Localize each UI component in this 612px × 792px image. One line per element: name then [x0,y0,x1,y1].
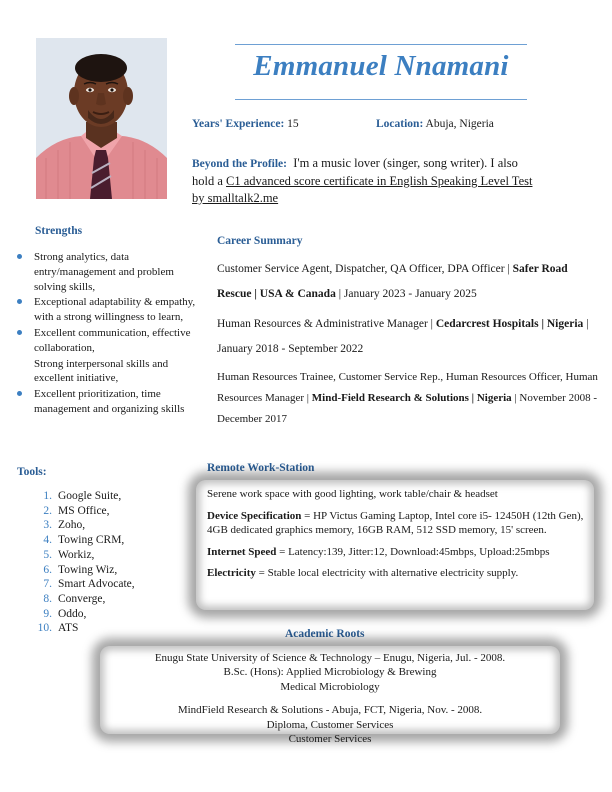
tool-item: 2. MS Office, [43,504,110,517]
strengths-list [17,250,203,418]
device-spec: Device Specification = HP Victus Gaming Laptop, Intel core i5- 12450H (12th Gen), 4GB dedicated graphics memory, 16GB RAM, 512 SSD memory, 15' screen. [207,509,584,536]
beyond-text-1: I'm a music lover (singer, song writer). I also [293,156,518,170]
profile-photo [36,38,167,199]
remote-content [207,487,599,581]
header-rule-bottom [235,99,527,100]
smalltalk-link[interactable]: by smalltalk2.me [192,191,279,205]
tool-item: 4. Towing CRM, [43,534,125,547]
location-label: Location: [376,118,424,130]
strength-item: Strong interpersonal skills and excellent initiative, [34,357,169,385]
beyond-text-2: hold a [192,174,223,188]
certificate-link[interactable]: C1 advanced score certificate in English Speaking Level Test [226,174,533,188]
years-value: 15 [287,118,299,130]
tool-item: 10. ATS [37,622,79,635]
tool-item: 6. Towing Wiz, [43,563,118,576]
location [376,118,494,130]
beyond-label: Beyond the Profile: [192,158,287,170]
years-label: Years' Experience: [192,118,285,130]
career-entry: Customer Service Agent, Dispatcher, QA Officer, DPA Officer | Safer Road Rescue | USA & Canada | January 2023 - January 2025 [217,263,568,300]
portrait-image [36,38,167,199]
strength-item: Excellent communication, effective collaboration, [17,326,203,356]
strengths-title: Strengths [35,225,83,237]
remote-line: Serene work space with good lighting, work table/chair & headset [207,488,498,500]
beyond-profile [192,155,572,207]
tool-item: 9. Oddo, [43,607,87,620]
strength-item: Exceptional adaptability & empathy, with a strong willingness to learn, [17,295,203,325]
tool-item: 8. Converge, [43,592,106,605]
tool-item: 7. Smart Advocate, [43,578,135,591]
career-entry: Human Resources Trainee, Customer Service Rep., Human Resources Officer, Human Resources Manager | Mind-Field Research & Solutions | Nigeria | November 2008 - December 2017 [217,371,598,425]
academic-line: MindField Research & Solutions - Abuja, FCT, Nigeria, Nov. - 2008. [177,704,483,717]
bullet-icon [17,391,22,396]
bullet-icon [17,330,22,335]
strength-item: Excellent prioritization, time management and organizing skills [17,387,203,417]
electricity: Electricity = Stable local electricity with alternative electricity supply. [207,567,519,579]
academic-line: Customer Services [288,733,372,746]
tool-item: 3. Zoho, [43,519,86,532]
academic-title: Academic Roots [285,628,365,640]
tools-list [34,489,194,636]
years-experience [192,118,299,130]
career-entry: Human Resources & Administrative Manager | Cedarcrest Hospitals | Nigeria | January 2018 - September 2022 [217,318,589,355]
internet-speed: Internet Speed = Latency:139, Jitter:12, Download:45mbps, Upload:25mbps [207,545,550,558]
academic-line: Medical Microbiology [280,680,380,693]
header-rule-top [235,44,527,45]
location-value: Abuja, Nigeria [425,118,494,130]
tools-title: Tools: [17,466,47,478]
academic-content [100,651,560,746]
academic-line: Diploma, Customer Services [266,718,394,731]
tool-item: 1. Google Suite, [43,490,122,502]
academic-line: B.Sc. (Hons): Applied Microbiology & Brewing [223,666,437,679]
candidate-name: Emmanuel Nnamani [253,50,509,82]
academic-line: Enugu State University of Science & Technology – Enugu, Nigeria, Jul. - 2008. [154,652,506,664]
bullet-icon [17,254,22,259]
tool-item: 5. Workiz, [43,548,95,561]
career-summary [217,257,600,430]
career-summary-title: Career Summary [217,235,303,247]
bullet-icon [17,299,22,304]
remote-title: Remote Work-Station [207,462,315,474]
strength-item: Strong analytics, data entry/management and problem solving skills, [17,250,203,294]
